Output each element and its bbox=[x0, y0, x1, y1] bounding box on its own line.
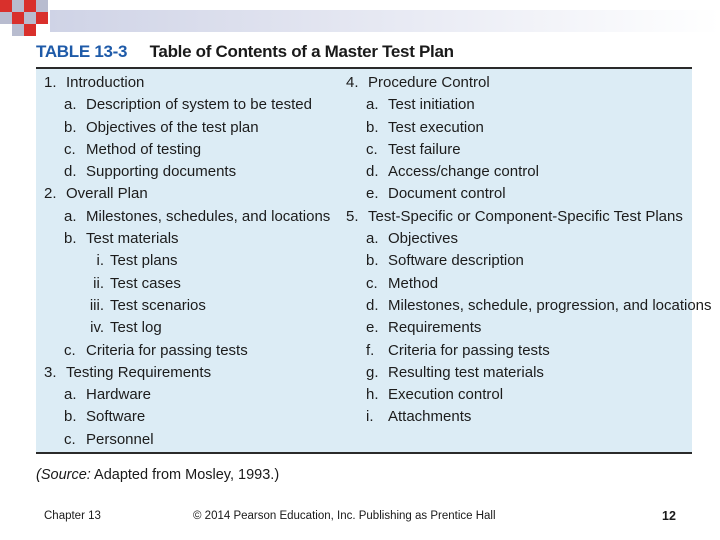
outline-marker: iv. bbox=[90, 319, 104, 337]
outline-text: Hardware bbox=[86, 386, 152, 404]
outline-item bbox=[44, 406, 334, 428]
outline-item bbox=[44, 273, 334, 295]
outline-text: Test initiation bbox=[388, 96, 475, 114]
outline-text: Test-Specific or Component-Specific Test Plans bbox=[368, 207, 683, 225]
outline-item bbox=[346, 273, 690, 295]
outline-item bbox=[44, 139, 334, 161]
outline-item bbox=[346, 117, 690, 139]
outline-item bbox=[44, 228, 334, 250]
outline-marker: b. bbox=[366, 118, 379, 136]
outline-marker: a. bbox=[64, 96, 77, 114]
outline-text: Access/change control bbox=[388, 163, 539, 181]
slide-header-bar bbox=[50, 10, 720, 32]
outline-item bbox=[346, 183, 690, 205]
outline-marker: c. bbox=[64, 341, 76, 359]
outline-text: Procedure Control bbox=[368, 74, 490, 91]
outline-item bbox=[44, 183, 334, 205]
outline-text: Software bbox=[86, 408, 146, 426]
outline-marker: b. bbox=[64, 230, 77, 248]
outline-text: Description of system to be tested bbox=[86, 96, 312, 114]
outline-item bbox=[44, 206, 334, 228]
outline-marker: a. bbox=[64, 207, 77, 225]
outline-marker: a. bbox=[366, 230, 379, 248]
outline-item bbox=[346, 139, 690, 161]
outline-item bbox=[346, 228, 690, 250]
outline-text: Milestones, schedule, progression, and locations bbox=[388, 296, 712, 314]
outline-marker: a. bbox=[366, 96, 379, 114]
outline-text: Attachments bbox=[388, 408, 472, 426]
outline-marker: iii. bbox=[89, 296, 104, 314]
outline-item bbox=[346, 161, 690, 183]
table-title bbox=[36, 42, 692, 66]
outline-item bbox=[44, 362, 334, 384]
outline-marker: c. bbox=[64, 140, 76, 158]
source-text: Adapted from Mosley, 1993.) bbox=[90, 467, 280, 483]
outline-item bbox=[44, 317, 334, 339]
outline-item bbox=[44, 161, 334, 183]
outline-marker: b. bbox=[366, 252, 379, 270]
outline-item bbox=[44, 295, 334, 317]
outline-text: Testing Requirements bbox=[66, 363, 212, 381]
outline-marker: b. bbox=[64, 118, 77, 136]
outline-item bbox=[346, 340, 690, 362]
outline-marker: ii. bbox=[93, 274, 104, 292]
outline-item bbox=[44, 117, 334, 139]
outline-text: Objectives of the test plan bbox=[86, 118, 259, 136]
table-caption: Table of Contents of a Master Test Plan bbox=[149, 42, 454, 61]
outline-marker: d. bbox=[366, 296, 379, 314]
outline-marker: 4. bbox=[346, 74, 359, 91]
outline-text: Execution control bbox=[388, 386, 504, 404]
outline-item bbox=[44, 72, 334, 94]
outline-marker: a. bbox=[64, 386, 77, 404]
outline-marker: f. bbox=[366, 341, 375, 359]
outline-marker: d. bbox=[366, 163, 379, 181]
outline-marker: b. bbox=[64, 408, 77, 426]
outline-text: Document control bbox=[388, 185, 506, 203]
outline-marker: c. bbox=[366, 140, 378, 158]
outline-item bbox=[346, 317, 690, 339]
outline-item bbox=[44, 384, 334, 406]
outline-marker: d. bbox=[64, 163, 77, 181]
outline-text: Method bbox=[388, 274, 439, 292]
outline-text: Test execution bbox=[388, 118, 484, 136]
outline-marker: g. bbox=[366, 363, 379, 381]
outline-marker: e. bbox=[366, 185, 379, 203]
outline-text: Software description bbox=[388, 252, 524, 270]
outline-marker: 2. bbox=[44, 185, 57, 203]
outline-marker: i. bbox=[96, 252, 104, 270]
outline-marker: 5. bbox=[346, 207, 359, 225]
outline-item bbox=[44, 340, 334, 362]
outline-item bbox=[346, 94, 690, 116]
outline-marker: i. bbox=[366, 408, 374, 426]
table-bottom-rule bbox=[36, 452, 692, 454]
outline-marker: c. bbox=[366, 274, 378, 292]
outline-text: Test failure bbox=[388, 140, 461, 158]
outline-text: Personnel bbox=[86, 430, 154, 448]
outline-text: Test materials bbox=[86, 230, 179, 248]
outline-item bbox=[346, 72, 690, 94]
outline-item bbox=[346, 250, 690, 272]
outline-marker: 3. bbox=[44, 363, 57, 381]
outline-column-right bbox=[346, 72, 712, 429]
outline-text: Resulting test materials bbox=[388, 363, 544, 381]
outline-text: Supporting documents bbox=[86, 163, 237, 181]
outline-text: Test cases bbox=[110, 274, 181, 292]
footer-copyright: © 2014 Pearson Education, Inc. Publishing as Prentice Hall bbox=[193, 510, 496, 522]
outline-column-left bbox=[44, 72, 334, 451]
outline-text: Method of testing bbox=[86, 140, 202, 158]
page-number: 12 bbox=[662, 509, 676, 523]
outline-item bbox=[346, 406, 690, 428]
outline-text: Criteria for passing tests bbox=[86, 341, 248, 359]
outline-item bbox=[44, 429, 334, 451]
outline-text: Test log bbox=[110, 319, 162, 337]
outline-text: Objectives bbox=[388, 230, 459, 248]
outline-item bbox=[346, 362, 690, 384]
outline-text: Introduction bbox=[66, 74, 145, 91]
outline-text: Criteria for passing tests bbox=[388, 341, 550, 359]
source-label: (Source: bbox=[36, 467, 91, 483]
outline-marker: e. bbox=[366, 319, 379, 337]
outline-item bbox=[44, 250, 334, 272]
outline-text: Test scenarios bbox=[110, 296, 206, 314]
table-number: TABLE 13-3 bbox=[36, 42, 128, 61]
footer-chapter: Chapter 13 bbox=[44, 510, 101, 522]
outline-marker: c. bbox=[64, 430, 76, 448]
outline-item bbox=[346, 384, 690, 406]
outline-marker: h. bbox=[366, 386, 379, 404]
outline-marker: 1. bbox=[44, 74, 57, 91]
outline-item bbox=[346, 206, 690, 228]
source-note bbox=[36, 467, 279, 483]
outline-text: Milestones, schedules, and locations bbox=[86, 207, 331, 225]
outline-text: Test plans bbox=[110, 252, 178, 270]
outline-text: Overall Plan bbox=[66, 185, 148, 203]
outline-item bbox=[44, 94, 334, 116]
outline-item bbox=[346, 295, 712, 317]
outline-text: Requirements bbox=[388, 319, 482, 337]
